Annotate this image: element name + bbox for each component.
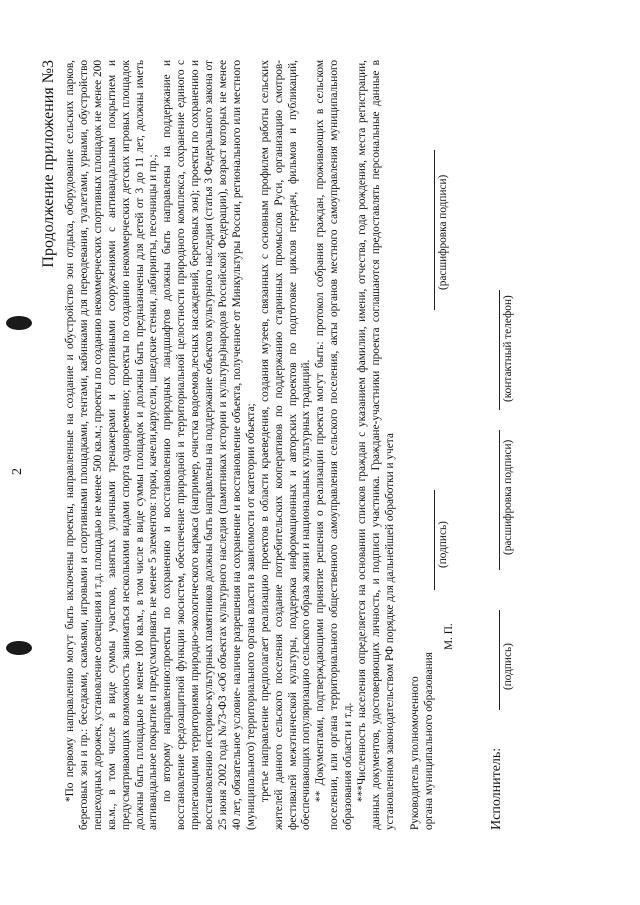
punch-hole-mark — [6, 316, 32, 330]
head-signature-line — [434, 490, 435, 590]
page-number: 2 — [10, 468, 25, 475]
head-decipher-caption: (расшифровка подписи) — [436, 174, 449, 290]
executor-signature-line — [499, 610, 500, 710]
executor-phone-line — [499, 290, 500, 410]
executor-decipher-line — [499, 430, 500, 570]
signature-block — [401, 60, 531, 830]
page-heading: Продолжение приложения №3 — [40, 60, 57, 268]
head-label-line2: органа муниципального образования — [422, 652, 435, 830]
executor-signature-caption: (подпись) — [501, 643, 514, 690]
paragraph-second-direction: по второму направлению:проекты по сохранению и восстановлению природных ландшафтов должны быть направлены на поддержание и восстановление средозащитной функции экосистем, обеспечение природной и территориальной целостности природного комплекса, сохранение единого с прилегающими территориями природно-экологического каркаса (например, очистка водоемов,лесных насаждений, береговых зон); проекты по сохранению и восстановлению историко-культурных памятников должны быть направлены на поддержание объектов культурного наследия (статья 3 Федерального закона от 25 июня 2002 года №73-ФЗ «Об объектах культурного наследия (памятниках истории и культуры)народов Российской Федерации), возраст которых не менее 40 лет, обязательное условие- наличие разрешения на сохранение и восстановление объекта, полученное от Минкультуры России, регионального или местного (муниципального) территориального органа власти в зависимости от категории объекта; — [161, 60, 257, 830]
paragraph-first-direction: *По первому направлению могут быть включены проекты, направленные на создание и обустройство зон отдыха, оборудование сельских парков, береговых зон и пр.: беседками, скамьями, игровыми и спортивными площадками, тентами, кабинками для переодевания, туалетами, урнами, обустройство пешеходных дорожек, установление освещения и т.д. площадью не менее 500 кв.м.; проекты по созданию некоммерческих спортивных площадок не менее 200 кв.м., в том числе в виде суммы участков, занятых уличными тренажерами и спортивными сооружениями с антивандальным покрытием и предусматривающих возможность заниматься несколькими видами спорта одновременно; проекты по созданию некоммерческих детских игровых площадок должны быть площадью не менее 100 кв.м., в том числе в виде суммы площадок и должны быть предназначены для детей от 3 до 11 лет, должны иметь антивандальное покрытие и предусматривать не менее 5 элементов: горки, качели,карусели, шведские стенки, лабиринты, песочницы и пр.; — [64, 60, 160, 830]
executor-label: Исполнитель: — [488, 747, 504, 830]
paragraph-documents-note: ** Документами, подтверждающими принятие решения о реализации проекта могут быть: протокол собрания граждан, проживающих в сельском поселении, или органа территориального общественного самоуправления сельского поселения, акты органов местного самоуправления муниципального образования области и т.д. — [314, 60, 355, 830]
executor-phone-caption: (контактный телефон) — [501, 295, 514, 402]
head-label-line1: Руководитель уполномоченного — [408, 676, 421, 830]
seal-mark: М. П. — [442, 623, 455, 650]
head-decipher-line — [434, 150, 435, 310]
paragraph-third-direction: третье направление предполагает реализацию проектов в области краеведения, создания музеев, связанных с основным профилем работы сельских жителей данного сельского поселения создание потребительских кооперативов по поддержанию старинных промыслов Руси, организацию смотров-фестивалей межэтнической культуры, поддержка информационных и авторских проектов по подготовке циклов передач, фильмов и публикаций, обеспечивающих популяризацию сельского образа жизни и национальных культурных традиций. — [258, 60, 313, 830]
punch-hole-mark — [6, 641, 32, 655]
paragraph-population-note: ***Численность населения определяется на основании списков граждан с указанием фамилии, имени, отчества, года рождения, места регистрации, данных документов, удостоверяющих личность, и подписи участника. Граждане-участники проекта соглашаются предоставлять персональные данные в установленном законодательством РФ порядке для дальнейшей обработки и учета — [356, 60, 396, 830]
head-signature-caption: (подпись) — [436, 521, 449, 568]
executor-decipher-caption: (расшифровка подписи) — [501, 439, 514, 555]
